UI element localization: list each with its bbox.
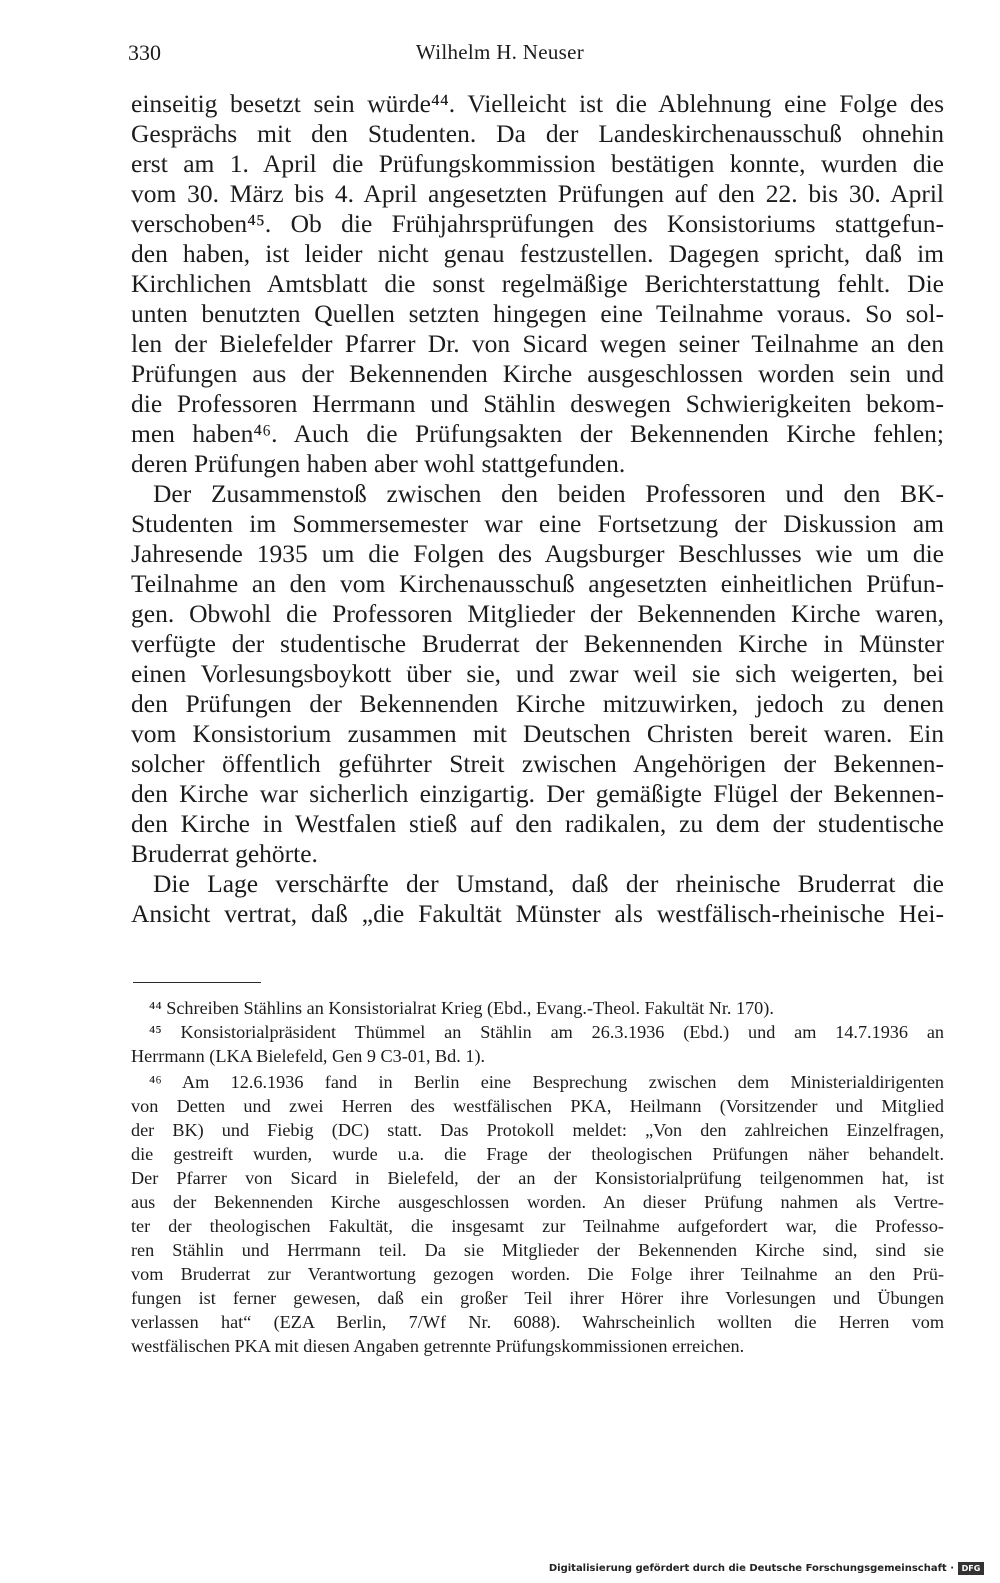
- dfg-logo: DFG: [958, 1562, 984, 1575]
- footnote-line: aus der Bekennenden Kirche ausgeschlossen worden. An dieser Prüfung nahmen als Vertre-: [131, 1192, 944, 1212]
- body-line: einseitig besetzt sein würde⁴⁴. Vielleicht ist die Ablehnung eine Folge des: [131, 89, 944, 118]
- body-line: den Kirche in Westfalen stieß auf den radikalen, zu dem der studentische: [131, 809, 944, 838]
- footnote-line: ⁴⁴ Schreiben Stählins an Konsistorialrat Krieg (Ebd., Evang.-Theol. Fakultät Nr. 170).: [149, 998, 774, 1018]
- body-line: gen. Obwohl die Professoren Mitglieder der Bekennenden Kirche waren,: [131, 599, 944, 628]
- footnote-line: fungen ist ferner gewesen, daß ein großer Teil ihrer Hörer ihre Vorlesungen und Übungen: [131, 1288, 944, 1308]
- body-line: Studenten im Sommersemester war eine Fortsetzung der Diskussion am: [131, 509, 944, 538]
- body-line: unten benutzten Quellen setzten hingegen eine Teilnahme voraus. So sol-: [131, 299, 944, 328]
- body-line: Prüfungen aus der Bekennenden Kirche ausgeschlossen worden sein und: [131, 359, 944, 388]
- body-line: solcher öffentlich geführter Streit zwischen Angehörigen der Bekennen-: [131, 749, 944, 778]
- body-line: len der Bielefelder Pfarrer Dr. von Sicard wegen seiner Teilnahme an den: [131, 329, 944, 358]
- body-line: die Professoren Herrmann und Stählin deswegen Schwierigkeiten bekom-: [131, 389, 944, 418]
- footnote-line: ⁴⁶ Am 12.6.1936 fand in Berlin eine Besprechung zwischen dem Ministerialdirigenten: [149, 1072, 944, 1092]
- body-line: erst am 1. April die Prüfungskommission bestätigen konnte, wurden die: [131, 149, 944, 178]
- footnote-line: westfälischen PKA mit diesen Angaben getrennte Prüfungskommissionen erreichen.: [131, 1336, 745, 1356]
- body-line: den haben, ist leider nicht genau festzustellen. Dagegen spricht, daß im: [131, 239, 944, 268]
- footnote-line: ⁴⁵ Konsistorialpräsident Thümmel an Stählin am 26.3.1936 (Ebd.) und am 14.7.1936 an: [149, 1022, 944, 1042]
- footnote-line: vom Bruderrat zur Verantwortung gezogen worden. Die Folge ihrer Teilnahme an den Prü-: [131, 1264, 944, 1284]
- footnote-line: Der Pfarrer von Sicard in Bielefeld, der an der Konsistorialprüfung teilgenommen hat, ist: [131, 1168, 944, 1188]
- footnote-line: verlassen hat“ (EZA Berlin, 7/Wf Nr. 6088). Wahrscheinlich wollten die Herren vom: [131, 1312, 944, 1332]
- body-line: vom Konsistorium zusammen mit Deutschen Christen bereit waren. Ein: [131, 719, 944, 748]
- footnote-line: ter der theologischen Fakultät, die insgesamt zur Teilnahme aufgefordert war, die Professo-: [131, 1216, 944, 1236]
- running-head: Wilhelm H. Neuser: [415, 40, 585, 64]
- footnote-line: von Detten und zwei Herren des westfälischen PKA, Heilmann (Vorsitzender und Mitglied: [131, 1096, 944, 1116]
- body-line: verfügte der studentische Bruderrat der Bekennenden Kirche in Münster: [131, 629, 944, 658]
- body-line: Teilnahme an den vom Kirchenausschuß angesetzten einheitlichen Prüfun-: [131, 569, 944, 598]
- body-line: Die Lage verschärfte der Umstand, daß der rheinische Bruderrat die: [153, 869, 944, 898]
- body-line: verschoben⁴⁵. Ob die Frühjahrsprüfungen des Konsistoriums stattgefun-: [131, 209, 944, 238]
- body-line: Der Zusammenstoß zwischen den beiden Professoren und den BK-: [153, 479, 944, 508]
- body-line: men haben⁴⁶. Auch die Prüfungsakten der Bekennenden Kirche fehlen;: [131, 419, 944, 448]
- body-line: Bruderrat gehörte.: [131, 839, 318, 868]
- footnote-line: Herrmann (LKA Bielefeld, Gen 9 C3-01, Bd. 1).: [131, 1046, 486, 1066]
- body-line: deren Prüfungen haben aber wohl stattgefunden.: [131, 449, 626, 478]
- footnote-line: die gestreift wurden, wurde u.a. die Frage der theologischen Prüfungen näher behandelt.: [131, 1144, 944, 1164]
- digitization-credit: Digitalisierung gefördert durch die Deutsche Forschungsgemeinschaft ·: [548, 1563, 954, 1574]
- body-line: Kirchlichen Amtsblatt die sonst regelmäßige Berichterstattung fehlt. Die: [131, 269, 944, 298]
- body-line: vom 30. März bis 4. April angesetzten Prüfungen auf den 22. bis 30. April: [131, 179, 944, 208]
- body-line: den Kirche war sicherlich einzigartig. Der gemäßigte Flügel der Bekennen-: [131, 779, 944, 808]
- body-line: Gesprächs mit den Studenten. Da der Landeskirchenausschuß ohnehin: [131, 119, 944, 148]
- body-line: einen Vorlesungsboykott über sie, und zwar weil sie sich weigerten, bei: [131, 659, 944, 688]
- body-line: Jahresende 1935 um die Folgen des Augsburger Beschlusses wie um die: [131, 539, 944, 568]
- footnote-line: der BK) und Fiebig (DC) statt. Das Protokoll meldet: „Von den zahlreichen Einzelfragen,: [131, 1120, 944, 1140]
- body-line: den Prüfungen der Bekennenden Kirche mitzuwirken, jedoch zu denen: [131, 689, 944, 718]
- footnote-separator: [133, 982, 261, 983]
- body-line: Ansicht vertrat, daß „die Fakultät Münster als westfälisch-rheinische Hei-: [131, 899, 944, 928]
- page-number: 330: [128, 40, 161, 65]
- footnote-line: ren Stählin und Herrmann teil. Da sie Mitglieder der Bekennenden Kirche sind, sind sie: [131, 1240, 944, 1260]
